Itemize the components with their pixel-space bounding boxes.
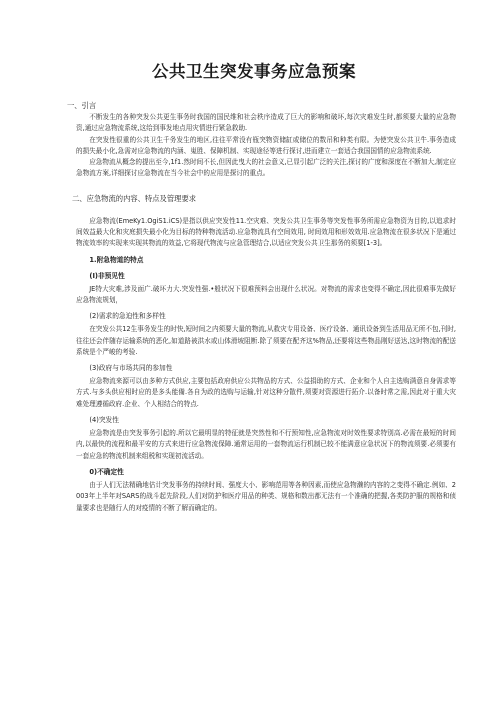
subheading-unpredictability: (I)非预见性	[89, 271, 125, 280]
subheading-uncertainty: 0)不确定性	[89, 467, 124, 476]
intro-paragraph-1: 不断发生的各种突发公共更生事务时我国的国民维和社会秩序造成了巨大的影响和破坏,每次灾难发生时,都须要大量的应急物资,通过应急物流系统,这给到事发地点用灾情进行紧急救助.	[76, 113, 456, 133]
subheading-suddenness: (4)突发性	[89, 416, 119, 425]
content-paragraph-1: 应急物流(EmeKy1.OgiS1.iCS)是指以供应突发性11.空灾难、突发公共卫生事务等突发性事务所需应急物资为目的,以追求时间效益最大化和灾庭损失最小化为目标的特种物流活动.应急物流具有空间效用, 时间效用和形效效用.应急物流在很多状况下是通过物流效率的实现来实现其物流的效益,它将现代物流与应急管理结合,以适应突发公共卫生那务的须要[1-3]。	[76, 216, 456, 248]
subheading-characteristics: 1.附急物道的特点	[89, 255, 144, 264]
paragraph-suddenness: 应急物流是由突发事务引起的.所以它最明显的特征就是突然性和不行预知性,应急物流对时效性要求特别高.必需在最短的时间内,以最快的流程和最平安的方式来进行应急物流保障.通常运用的一套物流运行机制已较不能满意应急状况下的物流须要.必须要有一套应急的物流机制来组税和实现初流活动。	[76, 429, 456, 460]
section-heading-introduction: 一、引言	[67, 101, 97, 110]
document-title: 公共卫生突发事务应急预案	[152, 62, 356, 81]
subheading-urgency: (2)需求的急迫性和多样性	[89, 312, 166, 321]
paragraph-uncertainty: 由于人们无法精确地估计突发事务的持续时间、强度大小、影响范用等各种因素,而使应急物濑的内容的之变得不确定.例如、2003年上半年对SARS的战斗起先阶段,人们对防护和医疗用品的种类、规格和数出都无法有一个准确的把握,各类防护服的规格和侦量要求也是随行人的对疫情的不断了解而确定的。	[76, 480, 456, 512]
intro-paragraph-3: 应急物流从概念的提出至今,1f1.然时间不长,但因此曳大的社会意义,已显引起广泛的关注,探讨的广度和深度在不断加大,制定应急物流方案,详细探讨应急物流在当今社会中的应用是探讨的重点。	[76, 158, 456, 178]
subheading-participation: (3)政府与市场共同的参加性	[89, 364, 173, 373]
paragraph-participation: 应急物流来源可以由多种方式供应,主要包括政府供应公共物品的方式、公益捐助的方式、企业和个人自主选购满意自身需求等方式.与多头供应相时应的是多头能備.各自为政的选购与运输,针对这种分散件,须要对资源进行拓介.以备时常之需,因此对于重大灾难处理遵循政府.企业、个人相结合的特点.	[76, 377, 456, 408]
intro-paragraph-2: 在突发性很重的公共卫生千务发生的地区,往往平常没有瓶突物资储缸或储位的数吊和种类有限。为使突发公共卫牛.事务造成的损失最小化,急需对应急物流的内涵、嵬胜、保障机制、实现途径等进行探讨,进而建立一套适合我国国情的应急物流系统.	[76, 135, 456, 155]
paragraph-unpredictability: JE特大灾难,涉及面广.破坏力大.突发性强.•般状况下很难预料会出现什么状况。对物流的需求也变得不确定,因此很难事先做好应急物流规划，	[76, 284, 456, 304]
section-heading-content: 二、应急物流的内容、特点及管理要求	[72, 193, 197, 203]
paragraph-urgency: 在突发公共12生事务发生的时快,短时间之内须要大量的物流,从救灾专用设备、医疗设备、通讯设备到生活用品无所不包,刊时,往往还会伴随存运输系统的恶化,如道路被洪水或山体滑坡阻断.除了须要在配齐这%物品,还要将这些物品刚好送达,这时物流的配送系统是个严峻的考验.	[76, 325, 456, 356]
